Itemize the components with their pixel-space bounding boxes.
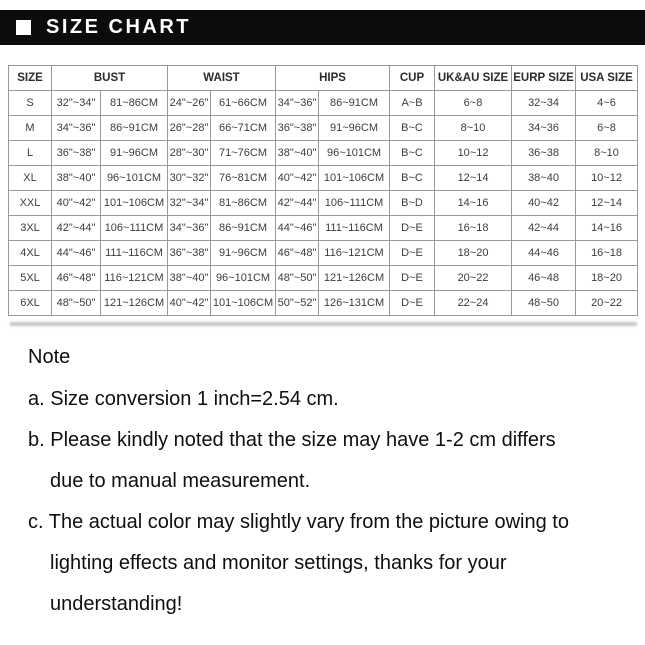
table-cell: 14~16 bbox=[576, 216, 638, 241]
table-cell: 46"~48" bbox=[276, 241, 319, 266]
size-chart-table bbox=[8, 65, 638, 316]
table-cell: 6~8 bbox=[435, 91, 512, 116]
note-line: c. The actual color may slightly vary from the picture owing to bbox=[28, 511, 569, 533]
square-bullet-icon bbox=[16, 20, 31, 35]
page-title: SIZE CHART bbox=[46, 16, 191, 38]
table-cell: 81~86CM bbox=[101, 91, 168, 116]
table-cell: 86~91CM bbox=[101, 116, 168, 141]
notes-section bbox=[28, 346, 628, 634]
table-cell: 10~12 bbox=[576, 166, 638, 191]
note-line: b. Please kindly noted that the size may have 1-2 cm differs bbox=[28, 429, 556, 451]
table-cell: D~E bbox=[390, 266, 435, 291]
table-cell: 32"~34" bbox=[52, 91, 101, 116]
header-cell: WAIST bbox=[168, 66, 276, 91]
table-cell: 101~106CM bbox=[101, 191, 168, 216]
table-cell: 96~101CM bbox=[319, 141, 390, 166]
note-line: a. Size conversion 1 inch=2.54 cm. bbox=[28, 388, 339, 410]
table-cell: 16~18 bbox=[576, 241, 638, 266]
table-cell: B~C bbox=[390, 116, 435, 141]
table-row bbox=[9, 141, 638, 166]
table-cell: 48~50 bbox=[512, 291, 576, 316]
table-cell: 44"~46" bbox=[276, 216, 319, 241]
note-item bbox=[28, 388, 628, 411]
table-cell: 46"~48" bbox=[52, 266, 101, 291]
table-cell: 46~48 bbox=[512, 266, 576, 291]
note-line: lighting effects and monitor settings, thanks for your bbox=[50, 552, 507, 574]
table-row bbox=[9, 266, 638, 291]
table-cell: 76~81CM bbox=[211, 166, 276, 191]
size-cell: 6XL bbox=[9, 291, 52, 316]
table-cell: 91~96CM bbox=[319, 116, 390, 141]
table-bottom-shadow bbox=[10, 322, 637, 326]
table-cell: 36"~38" bbox=[276, 116, 319, 141]
table-cell: 101~106CM bbox=[211, 291, 276, 316]
table-cell: 34~36 bbox=[512, 116, 576, 141]
table-cell: B~C bbox=[390, 166, 435, 191]
table-cell: 86~91CM bbox=[319, 91, 390, 116]
table-cell: B~D bbox=[390, 191, 435, 216]
table-cell: 40"~42" bbox=[52, 191, 101, 216]
table-cell: 18~20 bbox=[435, 241, 512, 266]
table-cell: 91~96CM bbox=[101, 141, 168, 166]
table-cell: 126~131CM bbox=[319, 291, 390, 316]
size-cell: 4XL bbox=[9, 241, 52, 266]
table-row bbox=[9, 116, 638, 141]
table-cell: 71~76CM bbox=[211, 141, 276, 166]
table-cell: 20~22 bbox=[576, 291, 638, 316]
table-cell: 34"~36" bbox=[52, 116, 101, 141]
table-cell: 96~101CM bbox=[101, 166, 168, 191]
size-cell: L bbox=[9, 141, 52, 166]
note-item bbox=[28, 429, 628, 493]
table-cell: 96~101CM bbox=[211, 266, 276, 291]
header-cell: EURP SIZE bbox=[512, 66, 576, 91]
table-cell: 4~6 bbox=[576, 91, 638, 116]
table-cell: 116~121CM bbox=[101, 266, 168, 291]
table-cell: 91~96CM bbox=[211, 241, 276, 266]
size-cell: XXL bbox=[9, 191, 52, 216]
table-cell: 38~40 bbox=[512, 166, 576, 191]
table-cell: 8~10 bbox=[576, 141, 638, 166]
table-cell: 106~111CM bbox=[319, 191, 390, 216]
table-cell: 44"~46" bbox=[52, 241, 101, 266]
table-row bbox=[9, 166, 638, 191]
table-cell: 36~38 bbox=[512, 141, 576, 166]
table-cell: A~B bbox=[390, 91, 435, 116]
table-cell: 36"~38" bbox=[52, 141, 101, 166]
table-cell: 10~12 bbox=[435, 141, 512, 166]
table-cell: 24"~26" bbox=[168, 91, 211, 116]
table-cell: 14~16 bbox=[435, 191, 512, 216]
table-cell: 34"~36" bbox=[168, 216, 211, 241]
table-cell: 32"~34" bbox=[168, 191, 211, 216]
table-cell: 36"~38" bbox=[168, 241, 211, 266]
table-cell: 48"~50" bbox=[276, 266, 319, 291]
table-cell: 18~20 bbox=[576, 266, 638, 291]
note-line: understanding! bbox=[50, 593, 183, 615]
header-cell: SIZE bbox=[9, 66, 52, 91]
size-cell: M bbox=[9, 116, 52, 141]
table-cell: 86~91CM bbox=[211, 216, 276, 241]
table-cell: 38"~40" bbox=[276, 141, 319, 166]
table-cell: 40"~42" bbox=[168, 291, 211, 316]
table-cell: 38"~40" bbox=[168, 266, 211, 291]
table-row bbox=[9, 91, 638, 116]
table-cell: 81~86CM bbox=[211, 191, 276, 216]
header-cell: UK&AU SIZE bbox=[435, 66, 512, 91]
header-cell: USA SIZE bbox=[576, 66, 638, 91]
table-cell: 121~126CM bbox=[319, 266, 390, 291]
table-cell: 12~14 bbox=[576, 191, 638, 216]
table-cell: 6~8 bbox=[576, 116, 638, 141]
table-row bbox=[9, 241, 638, 266]
size-cell: 5XL bbox=[9, 266, 52, 291]
table-cell: 40"~42" bbox=[276, 166, 319, 191]
notes-list bbox=[28, 388, 628, 616]
table-cell: 40~42 bbox=[512, 191, 576, 216]
table-cell: 12~14 bbox=[435, 166, 512, 191]
table-cell: 32~34 bbox=[512, 91, 576, 116]
table-cell: 44~46 bbox=[512, 241, 576, 266]
size-cell: XL bbox=[9, 166, 52, 191]
table-cell: 50"~52" bbox=[276, 291, 319, 316]
table-cell: 106~111CM bbox=[101, 216, 168, 241]
table-cell: 28"~30" bbox=[168, 141, 211, 166]
table-cell: 16~18 bbox=[435, 216, 512, 241]
table-cell: 111~116CM bbox=[319, 216, 390, 241]
table-cell: D~E bbox=[390, 291, 435, 316]
table-cell: 42"~44" bbox=[276, 191, 319, 216]
header-cell: CUP bbox=[390, 66, 435, 91]
table-cell: 101~106CM bbox=[319, 166, 390, 191]
header-row bbox=[9, 66, 638, 91]
table-cell: 20~22 bbox=[435, 266, 512, 291]
table-cell: 42"~44" bbox=[52, 216, 101, 241]
size-cell: S bbox=[9, 91, 52, 116]
size-cell: 3XL bbox=[9, 216, 52, 241]
table-row bbox=[9, 216, 638, 241]
table-cell: 48"~50" bbox=[52, 291, 101, 316]
table-cell: 42~44 bbox=[512, 216, 576, 241]
note-line: due to manual measurement. bbox=[50, 470, 311, 492]
table-cell: 121~126CM bbox=[101, 291, 168, 316]
table-row bbox=[9, 291, 638, 316]
header-cell: BUST bbox=[52, 66, 168, 91]
table-cell: 34"~36" bbox=[276, 91, 319, 116]
table-cell: B~C bbox=[390, 141, 435, 166]
note-item bbox=[28, 511, 628, 616]
size-chart-header-bar bbox=[0, 10, 645, 45]
table-cell: 26"~28" bbox=[168, 116, 211, 141]
table-cell: 66~71CM bbox=[211, 116, 276, 141]
table-cell: 61~66CM bbox=[211, 91, 276, 116]
table-cell: 38"~40" bbox=[52, 166, 101, 191]
table-cell: 111~116CM bbox=[101, 241, 168, 266]
header-cell: HIPS bbox=[276, 66, 390, 91]
table-cell: 22~24 bbox=[435, 291, 512, 316]
table-cell: 30"~32" bbox=[168, 166, 211, 191]
table-cell: 8~10 bbox=[435, 116, 512, 141]
table-cell: D~E bbox=[390, 241, 435, 266]
table-cell: 116~121CM bbox=[319, 241, 390, 266]
table-cell: D~E bbox=[390, 216, 435, 241]
table-row bbox=[9, 191, 638, 216]
notes-heading: Note bbox=[28, 346, 71, 368]
